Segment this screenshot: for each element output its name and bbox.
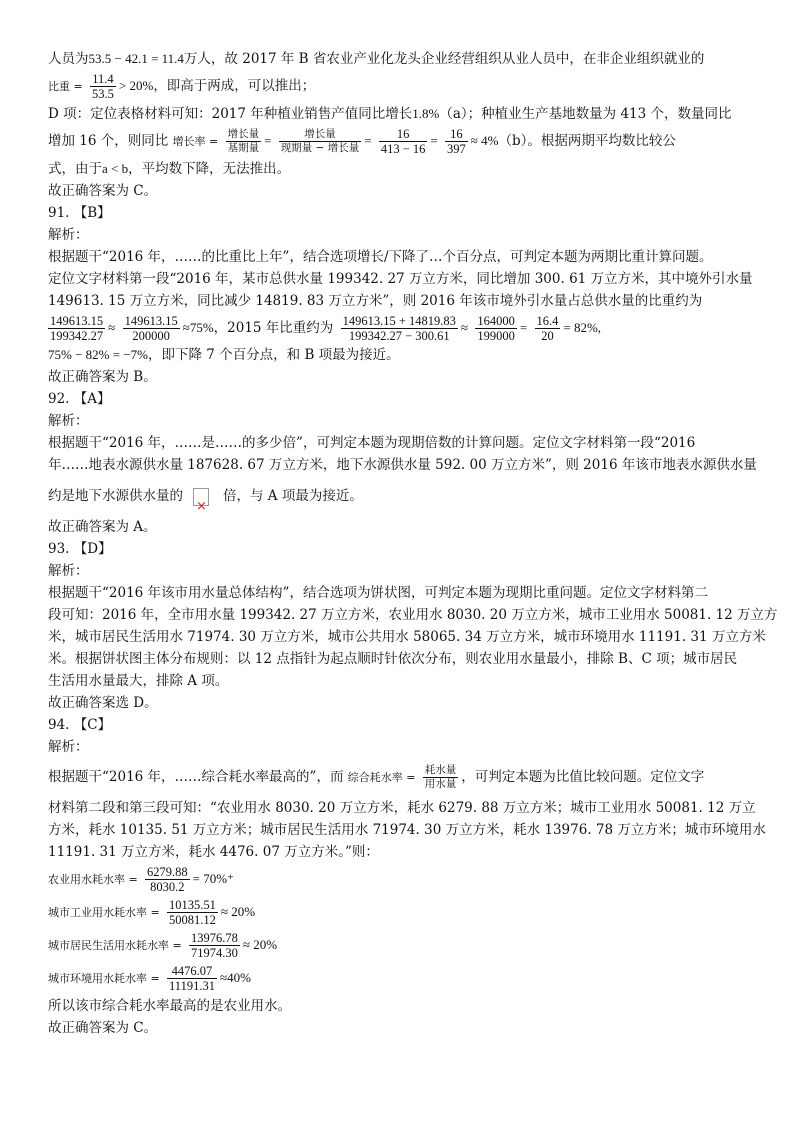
denominator: 11191.31: [169, 979, 215, 993]
text: ，2015 年比重约为: [213, 320, 334, 336]
text-line: [48, 70, 760, 103]
fraction: [445, 127, 468, 156]
denominator: 199000: [477, 329, 515, 343]
text-line: [48, 158, 760, 180]
formula-label: 农业用水耗水率 =: [48, 873, 138, 886]
text: ，可判定本题为比值比较问题。定位文字: [461, 769, 705, 785]
denominator: 用水量: [424, 778, 457, 790]
analysis-label: 解析：: [48, 227, 89, 243]
numerator: 13976.78: [191, 931, 238, 945]
denominator: 基期量: [227, 142, 260, 154]
denominator: 53.5: [92, 87, 114, 101]
text-line: [48, 758, 760, 797]
numerator: 16.4: [536, 314, 559, 328]
formula: ≈ 4%: [470, 133, 499, 148]
formula-label: 城市环境用水耗水率 =: [48, 972, 160, 985]
text: 约是地下水源供水量的: [48, 488, 183, 504]
formula-row: [48, 962, 760, 995]
text: 式，由于: [48, 161, 102, 177]
text: 万人，故 2017 年 B 省农业产业化龙头企业经营组织从业人员中，在非企业组织就业的: [183, 51, 705, 67]
answer-line: 故正确答案为 C。: [48, 183, 158, 199]
denominator: 413 − 16: [380, 142, 426, 156]
formula: 75% − 82% = −7%: [48, 347, 148, 362]
text-line: 根据题干“2016 年，……的比重比上年”，结合选项增长/下降了…个百分点，可判定本题为两期比重计算问题。: [48, 249, 713, 265]
text-line: 根据题干“2016 年，……是……的多少倍”，可判定本题为现期倍数的计算问题。定位文字材料第一段“2016: [48, 435, 696, 451]
formula: a < b: [102, 161, 129, 176]
numerator: 4476.07: [167, 964, 217, 979]
denominator: 8030.2: [150, 880, 185, 894]
fraction: [48, 314, 105, 343]
fraction: [145, 865, 190, 894]
text-line: 方米，耗水 10135. 51 万立方米；城市居民生活用水 71974. 30 万立方米，耗水 13976. 78 万立方米；城市环境用水: [48, 822, 766, 838]
text-line: 米。根据饼状图主体分布规则：以 12 点指针为起点顺时针依次分布，则农业用水量最小，排除 B、C 项；城市居民: [48, 651, 738, 667]
text-line: 米，城市居民生活用水 71974. 30 万立方米，城市公共用水 58065. 34 万立方米，城市环境用水 11191. 31 万立方米: [48, 629, 766, 645]
numerator: 149613.15 + 14819.83: [342, 314, 456, 328]
answer-line: 故正确答案为 B。: [48, 369, 157, 385]
formula: ≈75%: [182, 320, 214, 335]
text-line: 所以该市综合耗水率最高的是农业用水。: [48, 998, 291, 1014]
numerator: 149613.15: [50, 314, 104, 328]
fraction: [167, 964, 217, 993]
answer-line: 故正确答案为 A。: [48, 519, 157, 535]
numerator: 10135.51: [169, 898, 216, 912]
text: 增加 16 个，则同比: [48, 133, 169, 149]
numerator: 11.4: [90, 72, 116, 87]
formula-label: 比重 =: [48, 80, 83, 93]
document-page: [48, 48, 778, 1039]
denominator: 397: [447, 142, 466, 156]
text: 人员为: [48, 51, 89, 67]
formula-row: [48, 896, 760, 929]
fraction: [189, 931, 240, 960]
text-line: 根据题干“2016 年该市用水量总体结构”，结合选项为饼状图，可判定本题为现期比重问题。定位文字材料第二: [48, 585, 708, 601]
answer-line: 故正确答案选 D。: [48, 695, 158, 711]
formula: 1.8%: [412, 106, 440, 121]
text-line: $\frac{149613.15}{199342.27}$ ≈ $\frac{149613.15}{200000}$ ≈75%，2015 年比重约为 $\frac{149613.15 + 14819.83}{199342.27 - 300.61}$ ≈ $\frac{164000}{199000}$ = $\frac{16.4}{20}$ = 82%,: [50, 314, 602, 343]
fraction: [341, 314, 458, 343]
formula: =: [430, 133, 438, 148]
text-line: 生活用水量最大，排除 A 项。: [48, 673, 229, 689]
text-line: 149613. 15 万立方米，同比减少 14819. 83 万立方米”，则 2016 年该市境外引水量占总供水量的比重约为: [48, 293, 703, 309]
analysis-label: 解析：: [48, 739, 89, 755]
formula-label: 城市工业用水耗水率 =: [48, 906, 160, 919]
formula-row: [48, 863, 760, 896]
denominator: 199342.27 − 300.61: [348, 329, 450, 343]
broken-image-icon: [193, 488, 209, 506]
answer-line: 故正确答案为 C。: [48, 1020, 158, 1036]
formula-row: [48, 929, 760, 962]
text: ，平均数下降，无法推出。: [128, 161, 291, 177]
formula: =: [364, 133, 372, 148]
text-line: 定位文字材料第一段“2016 年，某市总供水量 199342. 27 万立方米，同比增加 300. 61 万立方米，其中境外引水量: [48, 271, 753, 287]
formula-label: 综合耗水率 =: [347, 771, 416, 784]
text-line: 11191. 31 万立方米，耗水 4476. 07 万立方米。”则：: [48, 844, 379, 860]
text-line: [48, 344, 760, 366]
formula: ≈40%: [219, 970, 251, 985]
text: 根据题干“2016 年，……综合耗水率最高的”，而: [48, 769, 344, 785]
formula: = 82%,: [563, 320, 602, 335]
denominator: 199342.27: [50, 329, 104, 343]
numerator: 149613.15: [124, 314, 178, 328]
text: ，即高于两成，可以推出；: [153, 78, 316, 94]
text-line: [48, 476, 760, 516]
question-heading: 92. 【A】: [48, 391, 111, 407]
fraction: [167, 898, 218, 927]
analysis-label: 解析：: [48, 563, 89, 579]
fraction: [379, 127, 428, 156]
fraction: [226, 128, 262, 155]
question-heading: 93. 【D】: [48, 541, 112, 557]
numerator: 耗水量: [424, 764, 457, 776]
numerator: 164000: [477, 314, 515, 328]
denominator: 现期量 − 增长量: [280, 142, 360, 154]
formula: ≈ 20%: [242, 937, 278, 952]
numerator: 增长量: [227, 128, 260, 140]
text-line: [48, 103, 760, 125]
text-line: 材料第二段和第三段可知：“农业用水 8030. 20 万立方米，耗水 6279. 88 万立方米；城市工业用水 50081. 12 万立: [48, 800, 756, 816]
text: （a）；种植业生产基地数量为 413 个，数量同比: [439, 106, 732, 122]
formula: = 70%⁺: [192, 871, 234, 886]
formula: > 20%: [118, 78, 154, 93]
text-line: 段可知：2016 年，全市用水量 199342. 27 万立方米，农业用水 8030. 20 万立方米，城市工业用水 50081. 12 万立方: [48, 607, 778, 623]
formula: ≈ 20%: [220, 904, 256, 919]
question-heading: 94. 【C】: [48, 717, 112, 733]
denominator: 50081.12: [169, 913, 216, 927]
text-line: [48, 48, 760, 70]
formula-label: 增长率 =: [172, 135, 219, 148]
fraction: [123, 314, 180, 343]
denominator: 20: [541, 329, 554, 343]
text: ，即下降 7 个百分点，和 B 项最为接近。: [147, 347, 400, 363]
fraction: [279, 128, 361, 155]
analysis-label: 解析：: [48, 413, 89, 429]
text-line: [48, 125, 760, 158]
text-line: 年……地表水源供水量 187628. 67 万立方米，地下水源供水量 592. 00 万立方米”，则 2016 年该市地表水源供水量: [48, 457, 757, 473]
denominator: 200000: [132, 329, 170, 343]
numerator: 6279.88: [147, 865, 188, 879]
fraction: [475, 314, 517, 343]
text: （b）。根据两期平均数比较公: [498, 133, 676, 149]
formula: 53.5 − 42.1 = 11.4: [88, 51, 184, 66]
denominator: 71974.30: [191, 946, 238, 960]
text: D 项：定位表格材料可知：2017 年种植业销售产值同比增长: [48, 106, 413, 122]
formula: =: [264, 133, 272, 148]
numerator: 增长量: [279, 128, 361, 142]
question-heading: 91. 【B】: [48, 205, 111, 221]
fraction: [90, 72, 116, 101]
text: 倍，与 A 项最为接近。: [223, 488, 363, 504]
fraction: [423, 764, 459, 791]
formula-label: 城市居民生活用水耗水率 =: [48, 939, 182, 952]
numerator: 16: [445, 127, 468, 142]
numerator: 16: [379, 127, 428, 142]
fraction: [535, 314, 561, 343]
